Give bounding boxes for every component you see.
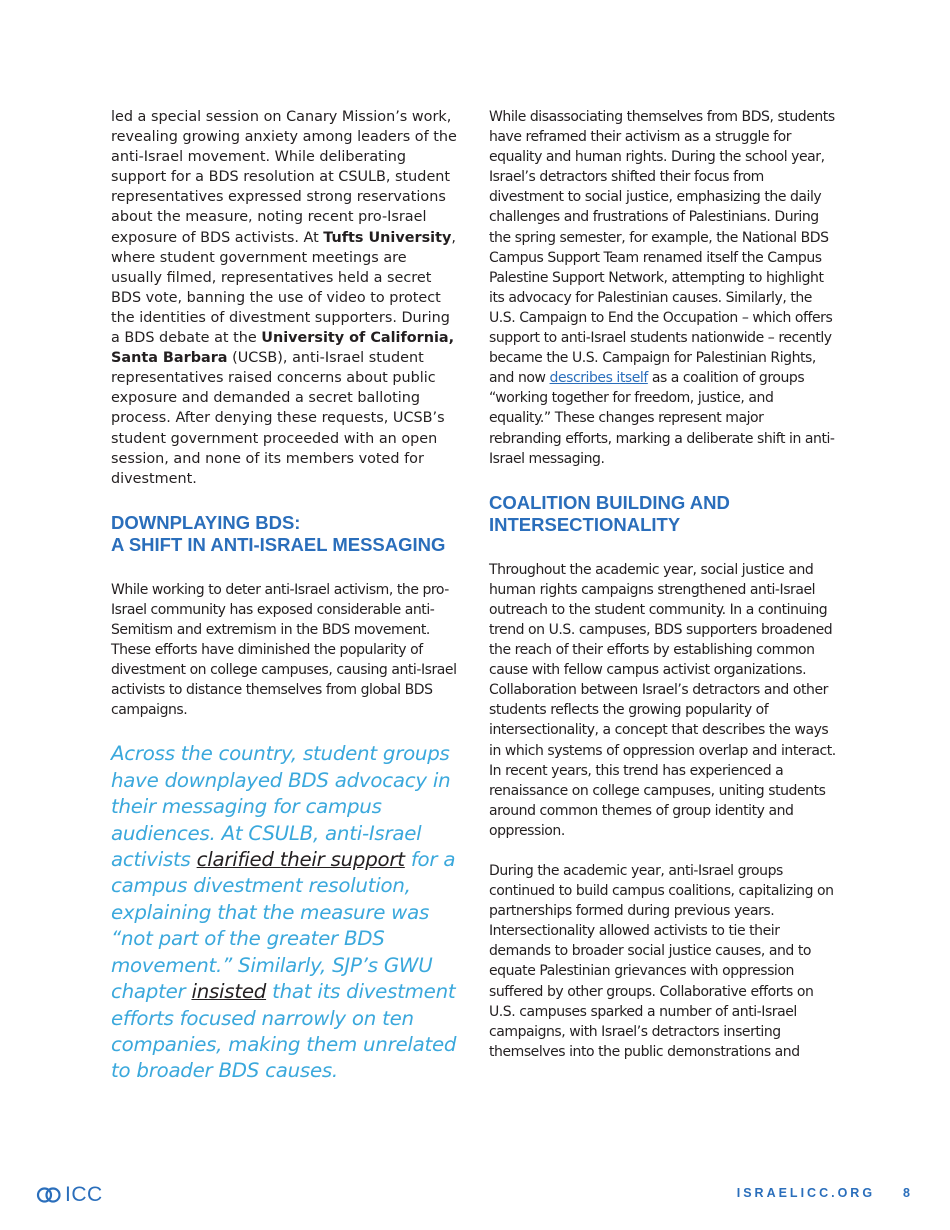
insisted-link[interactable]: insisted <box>191 980 267 1004</box>
icc-logo <box>36 1183 103 1207</box>
body-paragraph: led a special session on Canary Mission’s work, revealing growing anxiety among leaders of the anti-Israel movement. While deliberating support for a BDS resolution at CSULB, student representatives expressed strong reservations about the measure, noting recent pro-Israel exposure of BDS activists. At Tufts University, where student government meetings are usually filmed, representatives held a secret BDS vote, banning the use of video to protect the identities of divestment supporters. During a BDS debate at the University of California, Santa Barbara (UCSB), anti-Israel student representatives raised concerns about public exposure and demanded a secret balloting process. After denying these requests, UCSB’s student government proceeded with an open session, and none of its members voted for divestment. <box>111 109 457 487</box>
pull-quote: Across the country, student groups have downplayed BDS advocacy in their messaging for campus audiences. At CSULB, anti-Israel activists clarified their support for a campus divestment resolution, explaining that the measure was “not part of the greater BDS movement.” Similarly, SJP’s GWU chapter insisted that its divestment efforts focused narrowly on ten companies, making them unrelated to broader BDS causes. <box>111 742 457 1083</box>
body-paragraph: While disassociating themselves from BDS, students have reframed their activism as a struggle for equality and human rights. During the school year, Israel’s detractors shifted their focus from divestment to social justice, emphasizing the daily challenges and frustrations of Palestinians. During the spring semester, for example, the National BDS Campus Support Team renamed itself the Campus Palestine Support Network, attempting to highlight its advocacy for Palestinian causes. Similarly, the U.S. Campaign to End the Occupation – which offers support to anti-Israel students nationwide – recently became the U.S. Campaign for Palestinian Rights, and now describes itself as a coalition of groups “working together for freedom, justice, and equality.” These changes represent major rebranding efforts, marking a deliberate shift in anti-Israel messaging. <box>489 109 835 467</box>
body-paragraph: During the academic year, anti-Israel groups continued to build campus coalitions, capitalizing on partnerships formed during previous years. Intersectionality allowed activists to tie their demands to broader social justice causes, and to equate Palestinian grievances with oppression suffered by other groups. Collaborative efforts on U.S. campuses sparked a number of anti-Israel campaigns, with Israel’s detractors inserting themselves into the public demonstrations and <box>489 863 834 1060</box>
icc-rings-icon <box>36 1186 62 1204</box>
bold-institution: University of California, Santa Barbara <box>111 330 455 367</box>
body-paragraph: Throughout the academic year, social justice and human rights campaigns strengthened anti-Israel outreach to the student community. In a continuing trend on U.S. campuses, BDS supporters broadened the reach of their efforts by establishing common cause with fellow campus activist organizations. Collaboration between Israel’s detractors and other students reflects the growing popularity of intersectionality, a concept that describes the ways in which systems of oppression overlap and interact. In recent years, this trend has experienced a renaissance on college campuses, uniting students around common themes of group identity and oppression. <box>489 561 836 839</box>
describes-itself-link[interactable]: describes itself <box>549 370 648 387</box>
left-column <box>111 107 461 1085</box>
page-number: 8 <box>903 1186 910 1200</box>
footer-right <box>737 1186 910 1200</box>
right-column <box>489 107 839 1062</box>
body-paragraph: While working to deter anti-Israel activism, the pro-Israel community has exposed considerable anti-Semitism and extremism in the BDS movement. These efforts have diminished the popularity of divestment on college campuses, causing anti-Israel activists to distance themselves from global BDS campaigns. <box>111 581 457 719</box>
bold-institution: Tufts University <box>323 229 452 246</box>
section-heading: COALITION BUILDING AND INTERSECTIONALITY <box>489 491 730 535</box>
site-url[interactable]: ISRAELICC.ORG <box>736 1186 876 1200</box>
logo-text: ICC <box>65 1183 103 1206</box>
clarified-their-support-link[interactable]: clarified their support <box>196 848 405 872</box>
section-heading: DOWNPLAYING BDS: A SHIFT IN ANTI-ISRAEL MESSAGING <box>111 511 446 555</box>
